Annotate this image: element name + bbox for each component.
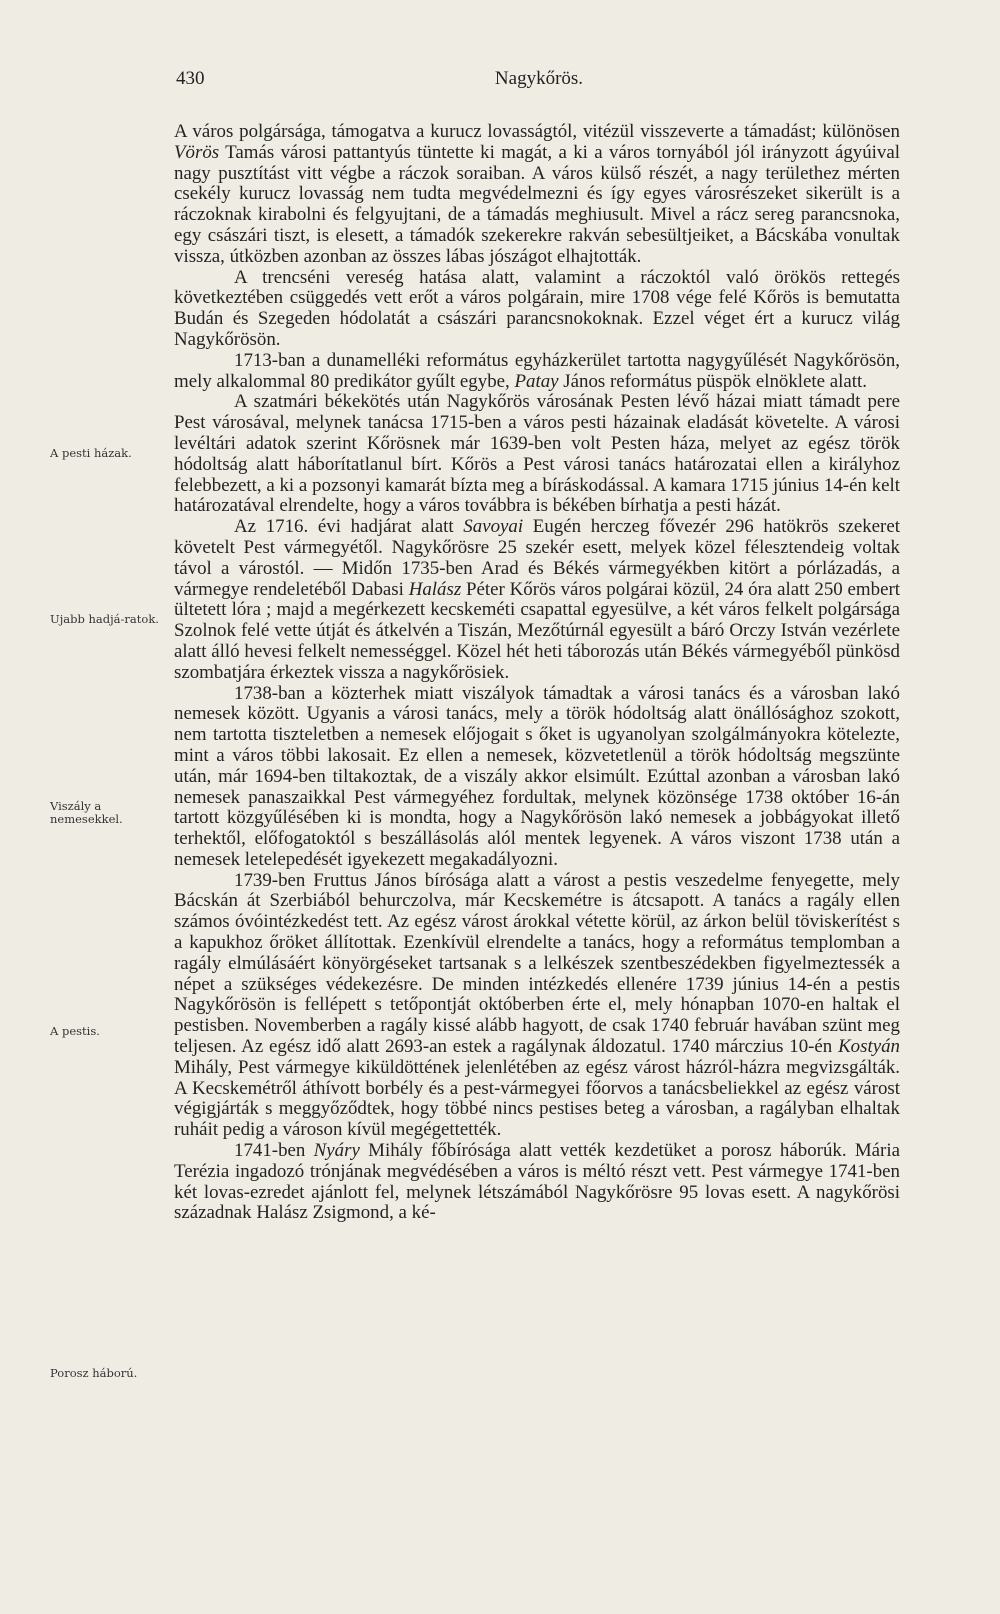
margin-note-ujabb-hadjaratok: Ujabb hadjá-ratok.: [50, 612, 159, 626]
paragraph: A szatmári békekötés után Nagykőrös városának Pesten lévő házai miatt támadt pere Pest városával, melynek tanácsa 1715-ben a város pesti házainak eladását követelte. A városi levéltári adatok szerint Kőrösnek már 1639-ben volt Pesten háza, melyet az egész török hódoltság alatt háborítatlanul bírt. Kőrös a Pest városi tanács határozatai ellen a királyhoz felebbezett, a ki a pozsonyi kamarát bízta meg a bíráskodással. A kamara 1715 június 14-én kelt határozatával elrendelte, hogy a város továbbra is békében bírhatja a pesti házát.: [174, 391, 900, 517]
body-text: [174, 122, 900, 1224]
margin-note-pesti-hazak: A pesti házak.: [50, 446, 132, 460]
paragraph: 1741-ben Nyáry Mihály főbírósága alatt vették kezdetüket a porosz háborúk. Mária Terézia ingadozó trónjának megvédésében a város is méltó részt vett. Pest vármegye 1741-ben két lovas-ezredet ajánlott fel, melynek létszámából Nagykőrösre 95 lovas esett. A nagykőrösi századnak Halász Zsigmond, a ké-: [174, 1140, 900, 1224]
paragraph: Az 1716. évi hadjárat alatt Savoyai Eugén herczeg fővezér 296 hatökrös szekeret követelt Pest vármegyétől. Nagykőrösre 25 szekér esett, melyek közel félesztendeig voltak távol a várostól. — Midőn 1735-ben Arad és Békés vármegyékben kitört a pórlázadás, a vármegye rendeletéből Dabasi Halász Péter Kőrös város polgárai közül, 24 óra alatt 250 embert ültetett lóra ; majd a megérkezett kecskeméti csapattal egyesülve, a két város felkelt polgársága Szolnok felé vette útját és átkelvén a Tiszán, Mezőtúrnál egyesült a báró Orczy István vezérlete alatt álló hevesi felkelt nemességgel. Közel hét heti táborozás után Békés vármegyéből pünkösd szombatjára érkeztek vissza a nagykőrösiek.: [174, 516, 900, 683]
paragraph: A trencséni vereség hatása alatt, valamint a ráczoktól való örökös rettegés következtében csüggedés vett erőt a város polgárain, mire 1708 vége felé Kőrös is bemutatta Budán és Szegeden hódolatát a császári parancsnokoknak. Ezzel véget ért a kurucz világ Nagykőrösön.: [174, 266, 900, 350]
paragraph: 1739-ben Fruttus János bírósága alatt a várost a pestis veszedelme fenyegette, mely Bácskán át Szerbiából behurczolva, már Kecskemétre is átcsapott. A tanács a ragály ellen számos óvóintézkedést tett. Az egész várost árokkal vétette körül, az árkon belül töviskerítést s a kapukhoz őröket állítottak. Ezenkívül elrendelte a tanács, hogy a református templomban a ragály elmúlásáért könyörgéseket tartsanak s a lelkészek szentbeszédekben figyelmeztessék a népet a szükséges védekezésre. De minden intézkedés ellenére 1739 június 14-én a pestis Nagykőrösön is fellépett s tetőpontját októberben érte el, mely hónapban 1070-en haltak el pestisben. Novemberben a ragály kissé alább hagyott, de csak 1740 február havában szünt meg teljesen. Az egész idő alatt 2693-an estek a ragálynak áldozatul. 1740 márczius 10-én Kostyán Mihály, Pest vármegye kiküldöttének jelenlétében az egész várost házról-házra megvizsgálták. A Kecskemétről áthívott borbély és a pest-vármegyei főorvos a tanácsbeliekkel az egész várost végigjárták s meggyőződtek, hogy többé nincs pestises beteg a városban, a ragályban elhaltak ruháit pedig a városon kívül megégettették.: [174, 869, 900, 1141]
running-title: Nagykőrös.: [494, 68, 584, 89]
paragraph: 1713-ban a dunamelléki református egyházkerület tartotta nagygyűlését Nagykőrösön, mely alkalommal 80 predikátor gyűlt egybe, Patay János református püspök elnöklete alatt.: [174, 349, 900, 392]
margin-note-viszaly: Viszály a nemesekkel.: [50, 799, 123, 826]
margin-note-pestis: A pestis.: [50, 1024, 100, 1038]
margin-note-porosz-haboru: Porosz háború.: [50, 1366, 138, 1380]
paragraph: 1738-ban a közterhek miatt viszályok támadtak a városi tanács és a városban lakó nemesek között. Ugyanis a városi tanács, mely a török hódoltság alatt önállósághoz szokott, nem tartotta tiszteletben a nemesek előjogait s őket is ugyanolyan szolgálmányokra kötelezte, mint a város többi lakosait. Ez ellen a nemesek, közvetetlenül a török hódoltság megszünte után, már 1694-ben tiltakoztak, de a viszály akkor elsimúlt. Ezúttal azonban a városban lakó nemesek panaszaikkal Pest vármegyéhez fordultak, melynek közönsége 1738 október 16-án tartott közgyűlésében ki is mondta, hogy a Nagykőrösön lakó nemesek a jobbágyokat illető terhektől, előfogatoktól s beszállásolás alól mentek legyenek. A város viszont 1738 után a nemesek letelepedését igyekezett megakadályozni.: [174, 682, 900, 870]
page-number: 430: [176, 68, 205, 89]
paragraph: A város polgársága, támogatva a kurucz lovasságtól, vitézül visszeverte a támadást; különösen Vörös Tamás városi pattantyús tüntette ki magát, a ki a város tornyából jól irányzott ágyúival nagy pusztítást vitt végbe a ráczok soraiban. A város külső részét, a nagy területhez mérten csekély kurucz lovasság nem tudta megvédelmezni és így egyes városrészeket sikerült is a ráczoknak kirabolni és felgyujtani, de a támadás meghiusult. Mivel a rácz sereg parancsnoka, egy császári tiszt, is elesett, a támadók szekerekre rakván sebesültjeiket, a Bácskába vonultak vissza, útközben azonban az összes lábas jószágot elhajtották.: [174, 121, 900, 267]
page-header: [176, 68, 902, 98]
